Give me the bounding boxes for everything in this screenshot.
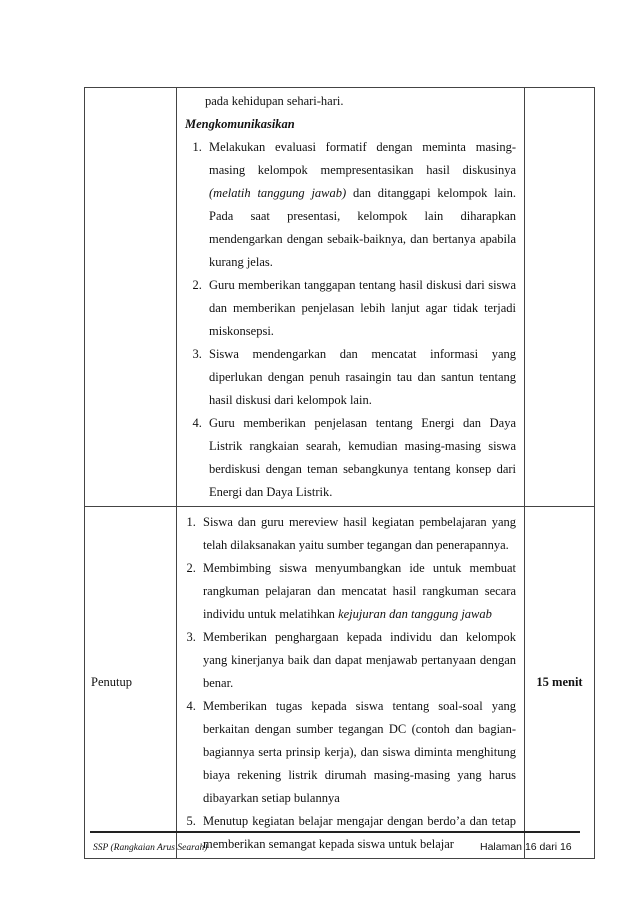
- table-row-penutup: [85, 507, 595, 859]
- continuation-text: pada kehidupan sehari-hari.: [205, 94, 344, 108]
- list-item: 3. Siswa mendengarkan dan mencatat informasi yang diperlukan dengan penuh rasaingin tau dan santun tentang hasil diskusi dari kelompok lain.: [205, 343, 516, 412]
- list-item: 4. Memberikan tugas kepada siswa tentang soal-soal yang berkaitan dengan sumber tegangan DC (contoh dan bagian-bagiannya serta prinsip kerja), dan siswa diminta menghitung biaya rekening listrik dirumah masing-masing yang harus dibayarkan setiap bulannya: [199, 695, 516, 810]
- footer-page-number: Halaman 16 dari 16: [480, 841, 572, 853]
- list-item: 2. Guru memberikan tanggapan tentang hasil diskusi dari siswa dan memberikan penjelasan lebih lanjut agar tidak terjadi miskonsepsi.: [205, 274, 516, 343]
- list-penutup: [177, 511, 516, 856]
- list-item: 1. Melakukan evaluasi formatif dengan meminta masing-masing kelompok mempresentasikan hasil diskusinya (melatih tanggung jawab) dan ditanggapi kelompok lain. Pada saat presentasi, kelompok lain diharapkan mendengarkan dengan sebaik-baiknya, dan bertanya apabila kurang jelas.: [205, 136, 516, 274]
- phase-cell-empty: [85, 88, 177, 507]
- list-item: 5. Menutup kegiatan belajar mengajar dengan berdo’a dan tetap memberikan semangat kepada siswa untuk belajar: [199, 810, 516, 856]
- footer-divider: [90, 831, 580, 833]
- list-item: 4. Guru memberikan penjelasan tentang Energi dan Daya Listrik rangkaian searah, kemudian masing-masing siswa berdiskusi dengan teman sebangkunya tentang konsep dari Energi dan Daya Listrik.: [205, 412, 516, 504]
- time-allocation: 15 menit: [525, 507, 595, 859]
- footer-document-title: SSP (Rangkaian Arus Searah): [93, 843, 208, 853]
- list-item: 2. Membimbing siswa menyumbangkan ide untuk membuat rangkuman pelajaran dan mencatat hasil rangkuman secara individu untuk melatihkan kejujuran dan tanggung jawab: [199, 557, 516, 626]
- activity-cell-penutup: [177, 507, 525, 859]
- list-item: 3. Memberikan penghargaan kepada individu dan kelompok yang kinerjanya baik dan dapat menjawab pertanyaan dengan benar.: [199, 626, 516, 695]
- lesson-plan-table: [84, 87, 595, 859]
- time-cell-empty: [525, 88, 595, 507]
- list-mengkomunikasikan: [183, 136, 516, 504]
- list-item: 1. Siswa dan guru mereview hasil kegiatan pembelajaran yang telah dilaksanakan yaitu sumber tegangan dan penerapannya.: [199, 511, 516, 557]
- activity-cell-mengkomunikasikan: [177, 88, 525, 507]
- table-row-mengkomunikasikan: [85, 88, 595, 507]
- phase-label-penutup: Penutup: [85, 507, 177, 859]
- section-heading-mengkomunikasikan: Mengkomunikasikan: [185, 117, 295, 131]
